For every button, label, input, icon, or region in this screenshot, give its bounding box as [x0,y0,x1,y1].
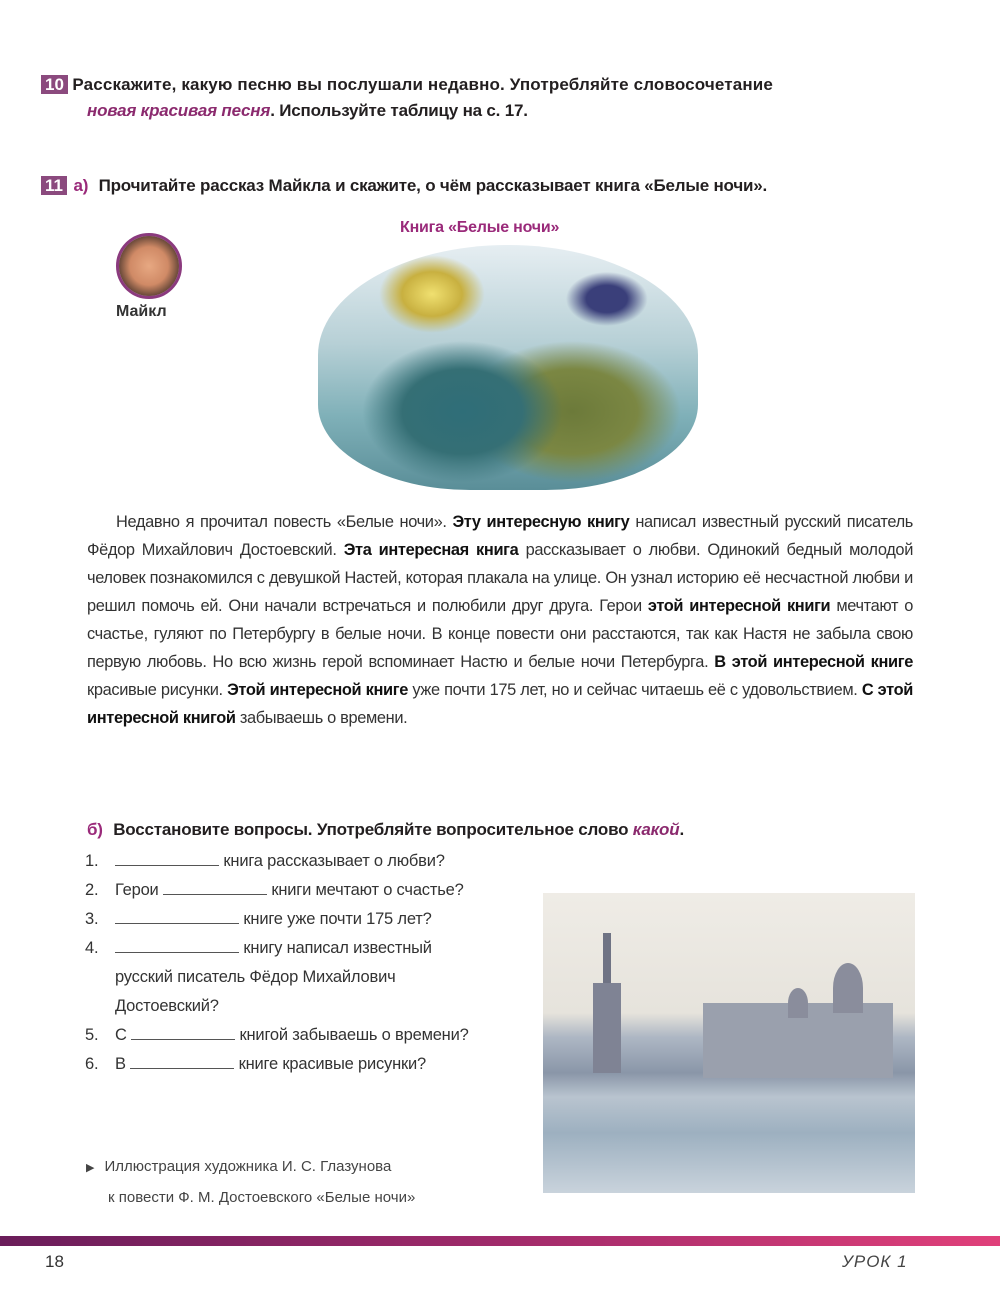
question-item [85,905,545,934]
task-11a [41,176,767,196]
q-number: 3. [85,910,99,928]
avatar [116,233,182,299]
q-text: книге красивые рисунки? [238,1055,426,1073]
part-b-label: б) [87,820,103,839]
task-11b [87,820,684,840]
question-item [85,847,545,876]
answer-blank[interactable] [115,909,239,924]
q-pre: С [115,1026,127,1044]
q-number: 6. [85,1055,99,1073]
text-segment: написал известный русский писатель Фёдор Михайлович Достоевский. [87,513,913,559]
q-text: книги мечтают о счастье? [271,881,464,899]
bold-phrase: Эту интересную книгу [452,513,630,531]
q-text: книга рассказывает о любви? [223,852,445,870]
text-segment: мечтают о счастье, гуляют по Петербургу в белые ночи. В конце повести они расстаются, так как Настя не забыла свою первую любовь. Но всю жизнь герой вспоминает Настю и белые ночи Петербурга. [87,597,913,671]
q-text-cont: русский писатель Фёдор Михайлович [115,968,396,986]
petersburg-illustration [543,893,915,1193]
text-segment: Недавно я прочитал повесть «Белые ночи». [116,513,453,531]
bold-phrase: Эта интересная книга [343,541,519,559]
task-number: 10 [41,75,68,94]
q-number: 5. [85,1026,99,1044]
task-number: 11 [41,176,67,195]
caption-line: Иллюстрация художника И. С. Глазунова [104,1158,392,1175]
avatar-name: Майкл [116,303,167,320]
footer-bar [0,1236,1000,1246]
lesson-label: УРОК 1 [842,1252,908,1271]
q-number: 4. [85,939,99,957]
text-segment: забываешь о времени. [235,709,408,727]
answer-blank[interactable] [130,1054,234,1069]
question-item [85,934,545,1021]
text-segment: рассказывает о любви. Одинокий бедный молодой человек познакомился с девушкой Настей, которая плакала на улице. Он узнал историю её несчастной любви и решил помочь ей. Они начали встречаться и полюбили друг друга. Герои [87,541,914,615]
bold-phrase: этой интересной книги [647,597,831,615]
bold-phrase: В этой интересной книге [714,653,913,671]
story-illustration [318,245,698,490]
q-text: книге уже почти 175 лет? [243,910,432,928]
answer-blank[interactable] [115,851,219,866]
q-text: книгу написал известный [243,939,432,957]
q-pre: Герои [115,881,159,899]
period: . [679,820,684,839]
question-word: какой [632,820,680,839]
part-a-text: Прочитайте рассказ Майкла и скажите, о чём рассказывает книга «Белые ночи». [98,176,768,195]
caption-line: к повести Ф. М. Достоевского «Белые ночи» [108,1189,416,1206]
task-text: Расскажите, какую песню вы послушали недавно. Употребляйте словосочетание [72,75,773,94]
q-text: книгой забываешь о времени? [239,1026,469,1044]
q-number: 2. [85,881,99,899]
text-segment: уже почти 175 лет, но и сейчас читаешь её с удовольствием. [408,681,862,699]
task-text-end: . Используйте таблицу на с. 17. [270,101,528,120]
q-pre: В [115,1055,126,1073]
part-b-text: Восстановите вопросы. Употребляйте вопросительное слово [113,820,629,839]
question-item [85,876,545,905]
part-a-label: а) [73,176,89,195]
bold-phrase: С этой интересной книгой [87,681,914,727]
task-10 [41,75,916,121]
answer-blank[interactable] [115,938,239,953]
bold-phrase: Этой интересной книге [227,681,408,699]
q-text-cont: Достоевский? [115,997,219,1015]
page-number: 18 [45,1252,64,1271]
question-item [85,1050,545,1079]
text-segment: красивые рисунки. [87,681,228,699]
q-number: 1. [85,852,99,870]
caption-arrow-icon: ▶ [86,1162,95,1174]
story-paragraph [87,508,913,732]
question-item [85,1021,545,1050]
questions-list [85,847,545,1079]
highlight-phrase: новая красивая песня [87,101,271,120]
answer-blank[interactable] [163,880,267,895]
story-title: Книга «Белые ночи» [400,219,560,236]
answer-blank[interactable] [131,1025,235,1040]
illustration-caption [86,1152,415,1213]
